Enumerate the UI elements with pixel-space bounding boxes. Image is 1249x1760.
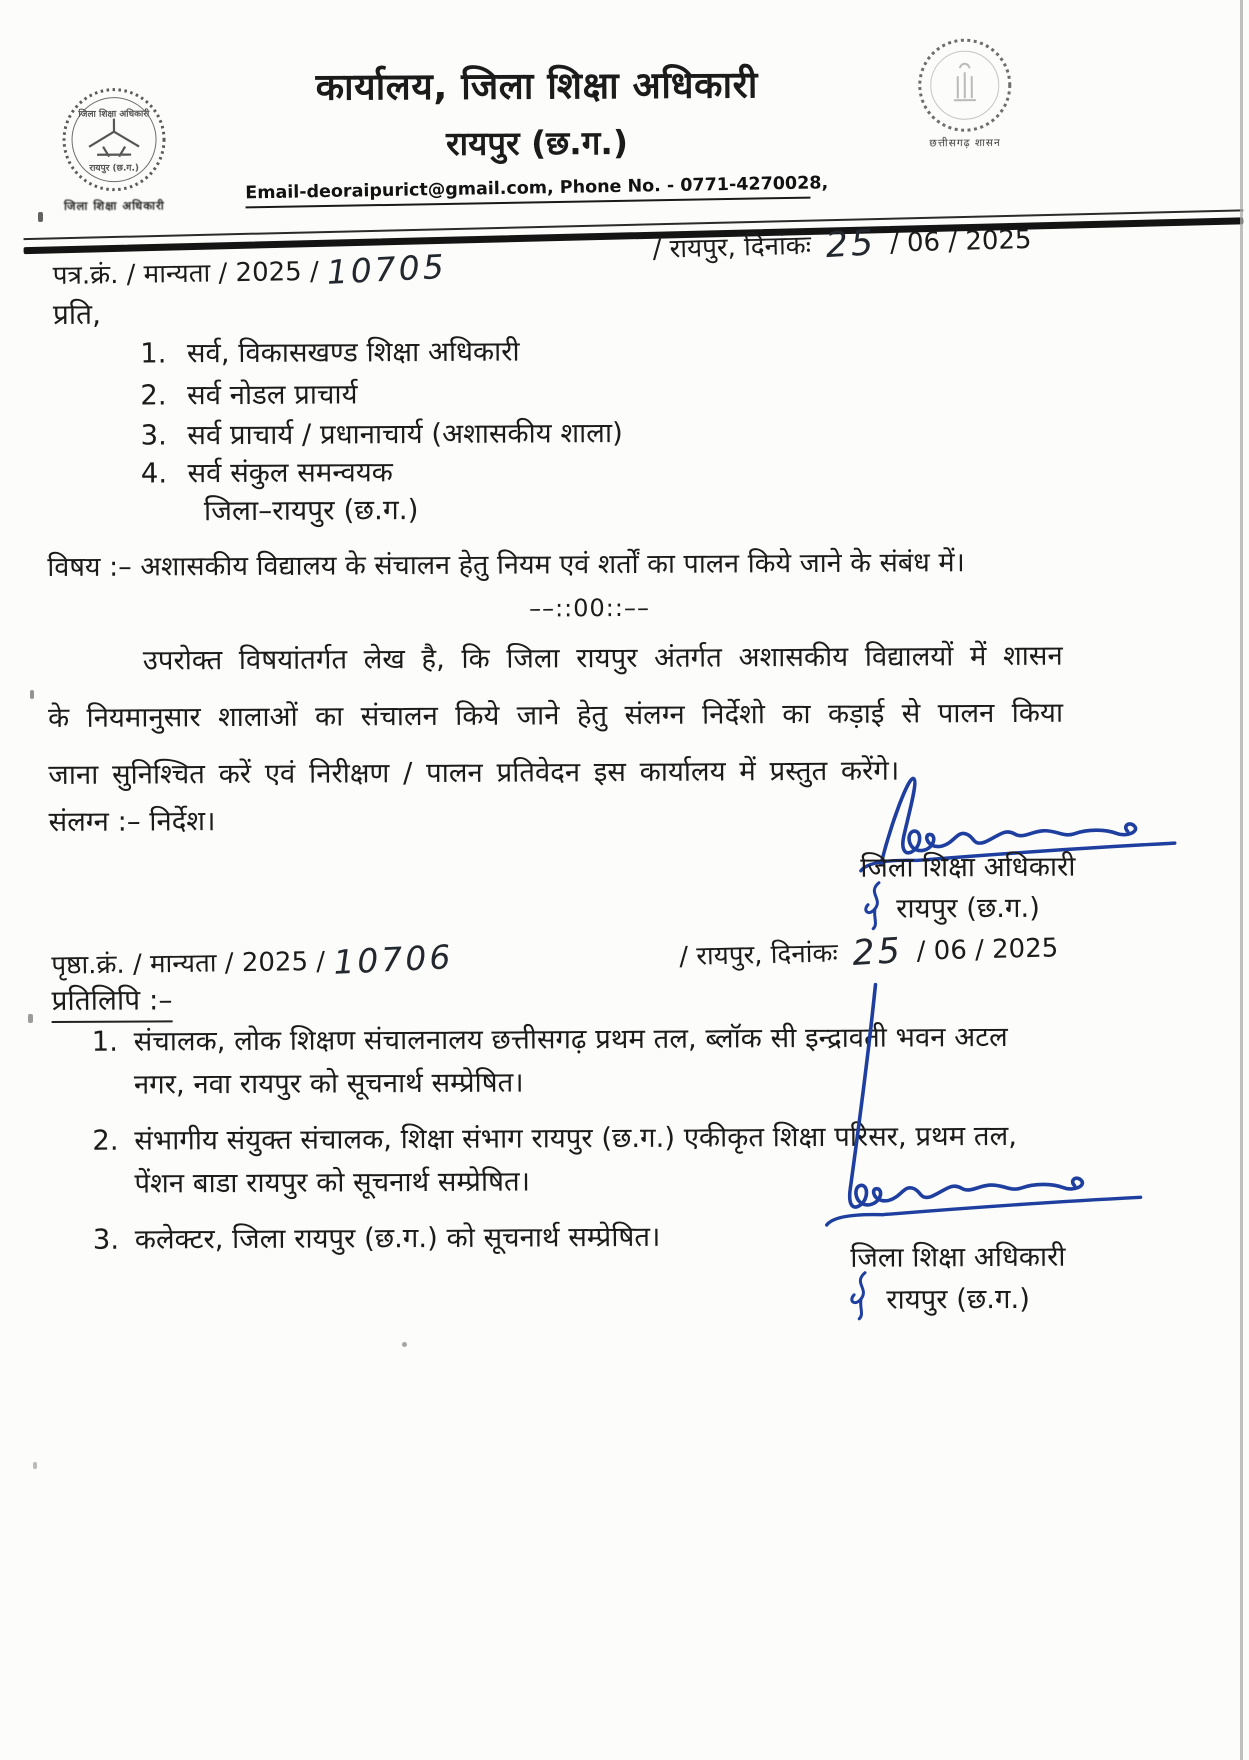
round-stamp-icon bbox=[59, 84, 170, 195]
signature-ink-2 bbox=[819, 979, 1150, 1261]
government-emblem-icon bbox=[916, 36, 1015, 135]
body-paragraph: उपरोक्त विषयांतर्गत लेख है, कि जिला रायपुर अंतर्गत अशासकीय विद्यालयों में शासन के नियमानुसार शालाओं का संचालन किये जाने हेतु संलग्न निर्देशो का कड़ाई से पालन किया जाना सुनिश्चित करें एवं निरीक्षण / पालन प्रतिवेदन इस कार्यालय में प्रस्तुत करेंगे। bbox=[47, 639, 1064, 792]
signatory-place-2: रायपुर (छ.ग.) bbox=[886, 1282, 1031, 1316]
signatory-place: रायपुर (छ.ग.) bbox=[896, 891, 1040, 925]
ink-mark-2 bbox=[845, 1269, 875, 1321]
letter-number-handwritten: 10705 bbox=[326, 246, 448, 292]
copy-number: 2. bbox=[92, 1124, 119, 1157]
scan-speck bbox=[28, 1014, 33, 1023]
date-row-2 bbox=[679, 928, 1059, 977]
office-location: रायपुर (छ.ग.) bbox=[446, 122, 629, 163]
date-row bbox=[652, 220, 1032, 270]
letter-number-label: पत्र.क्रं. / मान्यता / 2025 / bbox=[52, 256, 319, 292]
recipient-item bbox=[140, 414, 622, 454]
district-education-office-seal bbox=[49, 84, 180, 214]
copy-number: 1. bbox=[91, 1025, 119, 1058]
scan-speck bbox=[38, 212, 43, 222]
letter-number-row bbox=[52, 246, 448, 294]
recipient-number: 2. bbox=[140, 379, 167, 412]
section-separator: ––::00::–– bbox=[528, 593, 651, 623]
date-day-handwritten: 25 bbox=[824, 223, 877, 267]
state-government-emblem bbox=[905, 36, 1026, 151]
seal-bottom-text: रायपुर (छ.ग.) bbox=[89, 163, 140, 174]
recipient-number: 3. bbox=[140, 419, 167, 452]
recipient-text: सर्व, विकासखण्ड शिक्षा अधिकारी bbox=[186, 335, 520, 370]
recipient-number: 1. bbox=[140, 337, 167, 370]
ink-mark bbox=[859, 879, 889, 931]
emblem-caption: छत्तीसगढ़ शासन bbox=[929, 137, 1001, 150]
seal-caption: जिला शिक्षा अधिकारी bbox=[64, 198, 165, 213]
date-prefix: / रायपुर, दिनांकः bbox=[652, 230, 812, 265]
copy-text: कलेक्टर, जिला रायपुर (छ.ग.) को सूचनार्थ सम्प्रेषित। bbox=[134, 1220, 661, 1256]
copy-number: 3. bbox=[92, 1223, 120, 1256]
subject-line: विषय :– अशासकीय विद्यालय के संचालन हेतु नियम एवं शर्तों का पालन किये जाने के संबंध में। bbox=[47, 547, 965, 584]
date-day-handwritten: 25 bbox=[850, 931, 904, 974]
recipient-item bbox=[140, 375, 357, 413]
contact-line: Email-deoraipurict@gmail.com, Phone No. - 0771-4270028, bbox=[245, 174, 810, 209]
office-title: कार्यालय, जिला शिक्षा अधिकारी bbox=[315, 63, 758, 109]
seal-motif bbox=[89, 119, 139, 157]
dispatch-number-handwritten: 10706 bbox=[332, 937, 455, 982]
dispatch-number-label: पृष्ठा.क्रं. / मान्यता / 2025 / bbox=[51, 946, 326, 981]
recipient-text: सर्व नोडल प्राचार्य bbox=[187, 378, 358, 412]
recipient-district: जिला–रायपुर (छ.ग.) bbox=[203, 493, 419, 528]
date-rest: / 06 / 2025 bbox=[889, 224, 1032, 259]
recipient-text: सर्व प्राचार्य / प्रधानाचार्य (अशासकीय शाला) bbox=[187, 417, 623, 452]
signatory-designation-2: जिला शिक्षा अधिकारी bbox=[850, 1240, 1066, 1274]
letterhead-title bbox=[252, 57, 823, 166]
date-prefix: / रायपुर, दिनांकः bbox=[679, 938, 838, 973]
scan-speck bbox=[33, 1462, 37, 1469]
recipient-number: 4. bbox=[140, 457, 168, 490]
enclosure-line: संलग्न :– निर्देश। bbox=[48, 805, 216, 839]
copy-text: संभागीय संयुक्त संचालक, शिक्षा संभाग रायपुर (छ.ग.) एकीकृत शिक्षा परिसर, प्रथम तल, पेंशन बाडा रायपुर को सूचनार्थ सम्प्रेषित। bbox=[134, 1119, 1018, 1200]
scan-speck bbox=[402, 1342, 407, 1347]
recipient-item bbox=[140, 333, 520, 372]
recipient-text: सर्व संकुल समन्वयक bbox=[187, 456, 393, 490]
recipient-item bbox=[141, 453, 393, 491]
scan-edge bbox=[1240, 0, 1243, 1760]
seal-arc-text: जिला शिक्षा अधिकारी bbox=[78, 109, 150, 120]
dispatch-number-row bbox=[51, 939, 453, 984]
date-rest: / 06 / 2025 bbox=[916, 933, 1059, 967]
scan-speck bbox=[30, 690, 34, 699]
copy-to-heading: प्रतिलिपि :– bbox=[51, 980, 172, 1023]
copy-text: संचालक, लोक शिक्षण संचालनालय छत्तीसगढ़ प्रथम तल, ब्लॉक सी इन्द्रावती भवन अटल नगर, नवा रायपुर को सूचनार्थ सम्प्रेषित। bbox=[133, 1020, 1008, 1101]
signatory-designation: जिला शिक्षा अधिकारी bbox=[860, 850, 1076, 884]
salutation: प्रति, bbox=[52, 297, 102, 331]
